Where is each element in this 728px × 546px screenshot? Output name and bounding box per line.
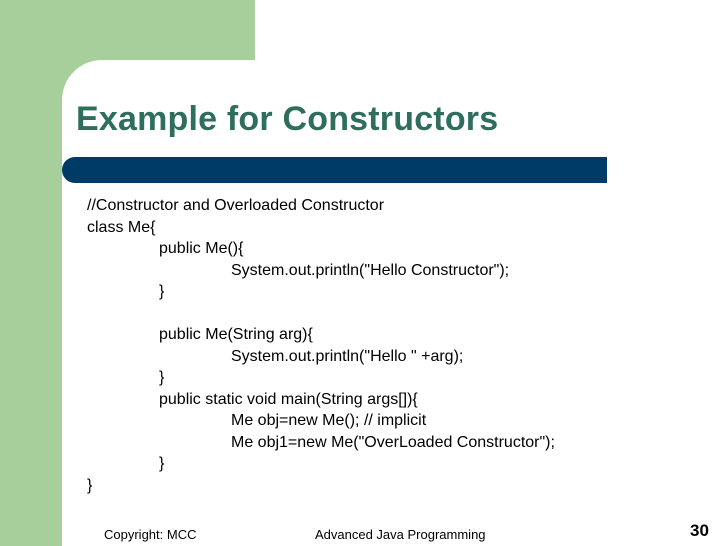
slide-title: Example for Constructors [76,100,499,138]
code-line: System.out.println("Hello Constructor"); [231,261,510,279]
title-underline-bar [62,157,607,183]
footer-copyright: Copyright: MCC [104,527,197,542]
code-block [87,195,555,496]
code-line: } [87,476,93,494]
code-line: } [159,455,165,472]
code-line: class Me{ [87,218,156,236]
code-line: Me obj1=new Me("OverLoaded Constructor"); [231,433,555,451]
code-line: Me obj=new Me(); // implicit [231,412,427,429]
code-line [87,303,555,325]
code-line: public static void main(String args[]){ [159,390,418,408]
code-line: public Me(String arg){ [159,326,313,343]
code-line: public Me(){ [159,240,244,257]
code-line: //Constructor and Overloaded Constructor [87,197,385,214]
code-line: } [159,283,165,300]
code-line: System.out.println("Hello " +arg); [231,347,464,365]
code-line: } [159,369,165,386]
page-number: 30 [690,521,709,540]
footer-course-title: Advanced Java Programming [315,527,486,542]
